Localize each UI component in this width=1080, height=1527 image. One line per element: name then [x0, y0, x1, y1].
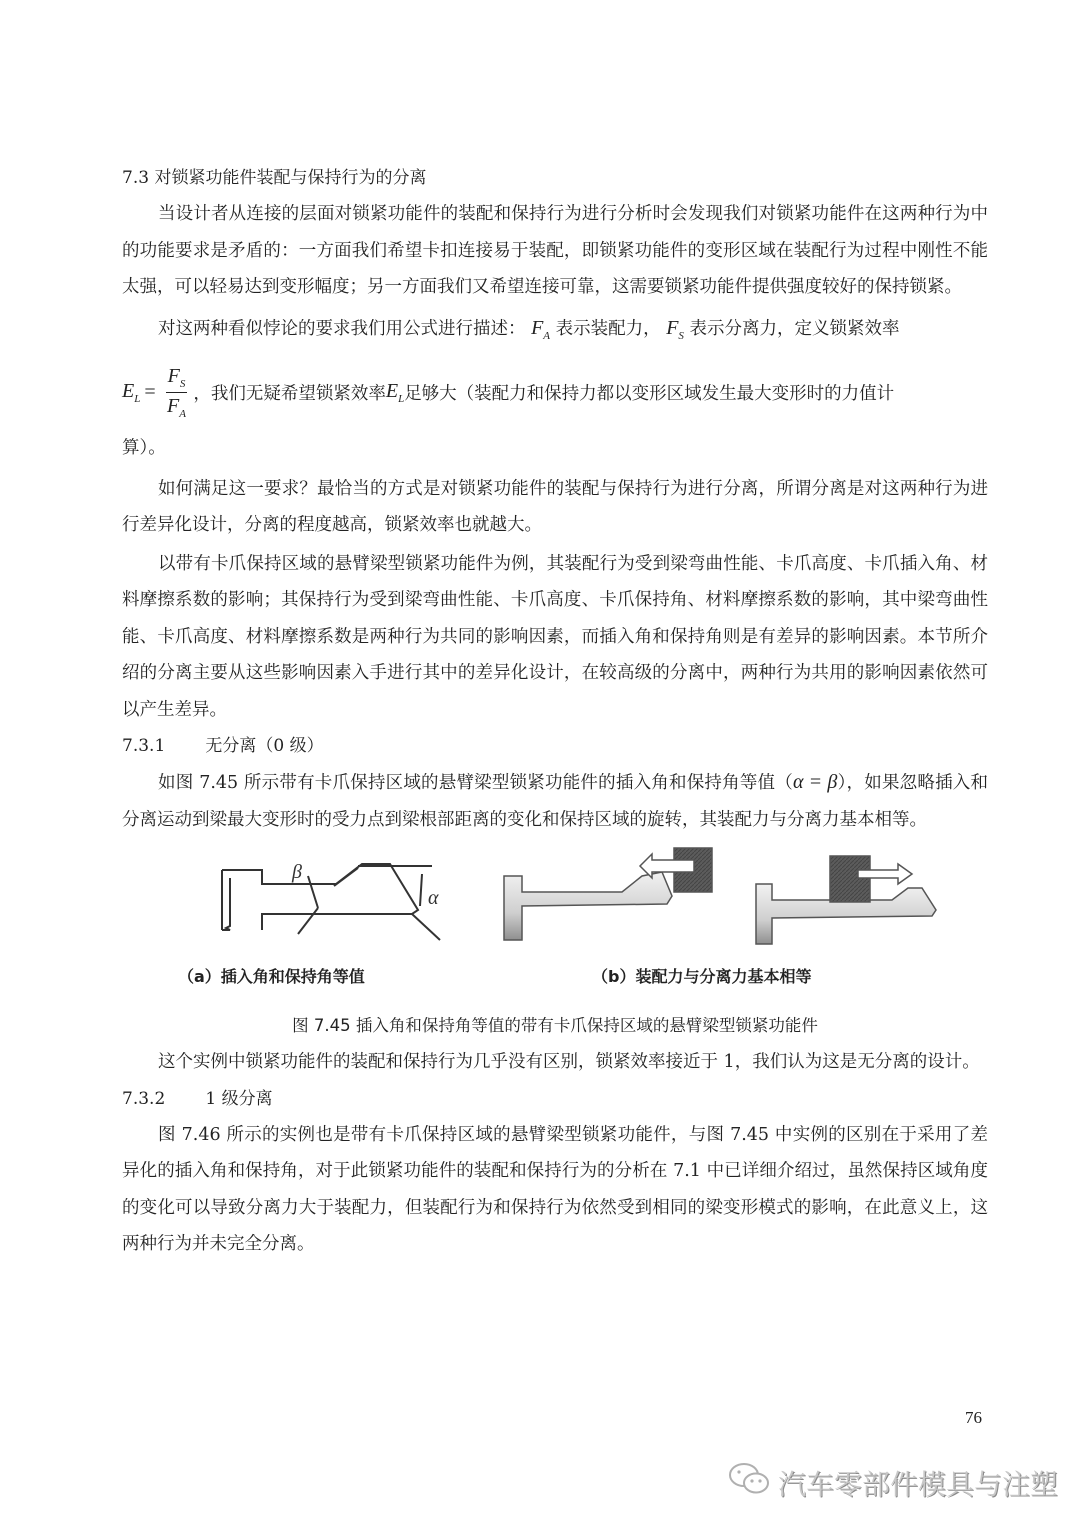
paragraph-7: 图 7.46 所示的实例也是带有卡爪保持区域的悬臂梁型锁紧功能件，与图 7.45 中实例的区别在于采用了差异化的插入角和保持角，对于此锁紧功能件的装配和保持行为的分析在 7.1 中已详细介绍过，虽然保持区域角度的变化可以导致分离力大于装配力，但装配行为和保持行为依然受到相同的梁变形模式的影响，在此意义上，这两种行为并未完全分离。 [122, 1124, 988, 1254]
section-title: 对锁紧功能件装配与保持行为的分离 [154, 168, 427, 188]
subfigure-b-caption: （b）装配力与分离力基本相等 [592, 967, 812, 986]
figure-caption: 图 7.45 插入角和保持角等值的带有卡爪保持区域的悬臂梁型锁紧功能件 [292, 1016, 818, 1035]
wechat-icon [728, 1462, 772, 1503]
math-el: $E_L$ [122, 379, 141, 405]
subfigure-a-caption: （a）插入角和保持角等值 [178, 967, 365, 986]
subsection-heading-731: 7.3.1 无分离（0 级） [122, 736, 324, 756]
svg-text:α: α [428, 887, 439, 909]
paragraph-6: 这个实例中锁紧功能件的装配和保持行为几乎没有区别，锁紧效率接近于 1，我们认为这是无分离的设计。 [158, 1052, 980, 1072]
subsection-heading-732: 7.3.2 1 级分离 [122, 1088, 273, 1109]
diagram-a-outline [222, 864, 440, 940]
paragraph-2: 对这两种看似悖论的要求我们用公式进行描述： $F_A$ 表示装配力， $F_S$ 表示分离力，定义锁紧效率 [158, 316, 900, 342]
section-number: 7.3 [122, 168, 150, 188]
efficiency-fraction [166, 365, 188, 420]
svg-text:β: β [292, 861, 302, 883]
paragraph-1: 当设计者从连接的层面对锁紧功能件的装配和保持行为进行分析时会发现我们对锁紧功能件在这两种行为中的功能要求是矛盾的：一方面我们希望卡扣连接易于装配，即锁紧功能件的变形区域在装配行为过程中刚性不能太强，可以轻易达到变形幅度；另一方面我们又希望连接可靠，这需要锁紧功能件提供强度较好的保持锁紧。 [122, 204, 988, 297]
page-content [122, 160, 988, 1263]
paragraph-5: 如图 7.45 所示带有卡爪保持区域的悬臂梁型锁紧功能件的插入角和保持角等值（α = β），如果忽略插入和分离运动到梁最大变形时的受力点到梁根部距离的变化和保持区域的旋转，其装配力与分离力基本相等。 [122, 771, 989, 830]
formula-line: $E_L$ = $\frac{F_S}{F_A}$ ，我们无疑希望锁紧效率 $E_L$ 足够大（装配力和保持力都以变形区域发生最大变形时的力值计 [122, 364, 895, 420]
paragraph-3: 如何满足这一要求？最恰当的方式是对锁紧功能件的装配与保持行为进行分离，所谓分离是对这两种行为进行差异化设计，分离的程度越高，锁紧效率也就越大。 [122, 478, 988, 535]
paragraph-2-end: 算）。 [122, 438, 166, 458]
diagram-b-assembly [504, 848, 712, 940]
paragraph-4: 以带有卡爪保持区域的悬臂梁型锁紧功能件为例，其装配行为受到梁弯曲性能、卡爪高度、卡爪插入角、材料摩擦系数的影响；其保持行为受到梁弯曲性能、卡爪高度、卡爪保持角、材料摩擦系数的影响，其中梁弯曲性能、卡爪高度、材料摩擦系数是两种行为共同的影响因素，而插入角和保持角则是有差异的影响因素。本节所介绍的分离主要从这些影响因素入手进行其中的差异化设计，在较高级的分离中，两种行为共用的影响因素依然可以产生差异。 [122, 553, 988, 720]
page-number: 76 [965, 1408, 982, 1427]
math-fa: $F_A$ [531, 316, 551, 342]
math-fs: $F_S$ [666, 316, 684, 342]
fraction-denominator: $F_A$ [167, 394, 186, 420]
figure-7-45 [122, 844, 988, 1004]
watermark-text: 汽车零部件模具与注塑 [778, 1467, 1059, 1501]
section-heading [122, 160, 988, 196]
math-el-inline: $E_L$ [385, 379, 405, 405]
fraction-numerator: $F_S$ [166, 365, 188, 393]
alpha-equals-beta: α = β [792, 771, 838, 793]
watermark [728, 1462, 1058, 1503]
diagram-b-separation [756, 856, 936, 944]
